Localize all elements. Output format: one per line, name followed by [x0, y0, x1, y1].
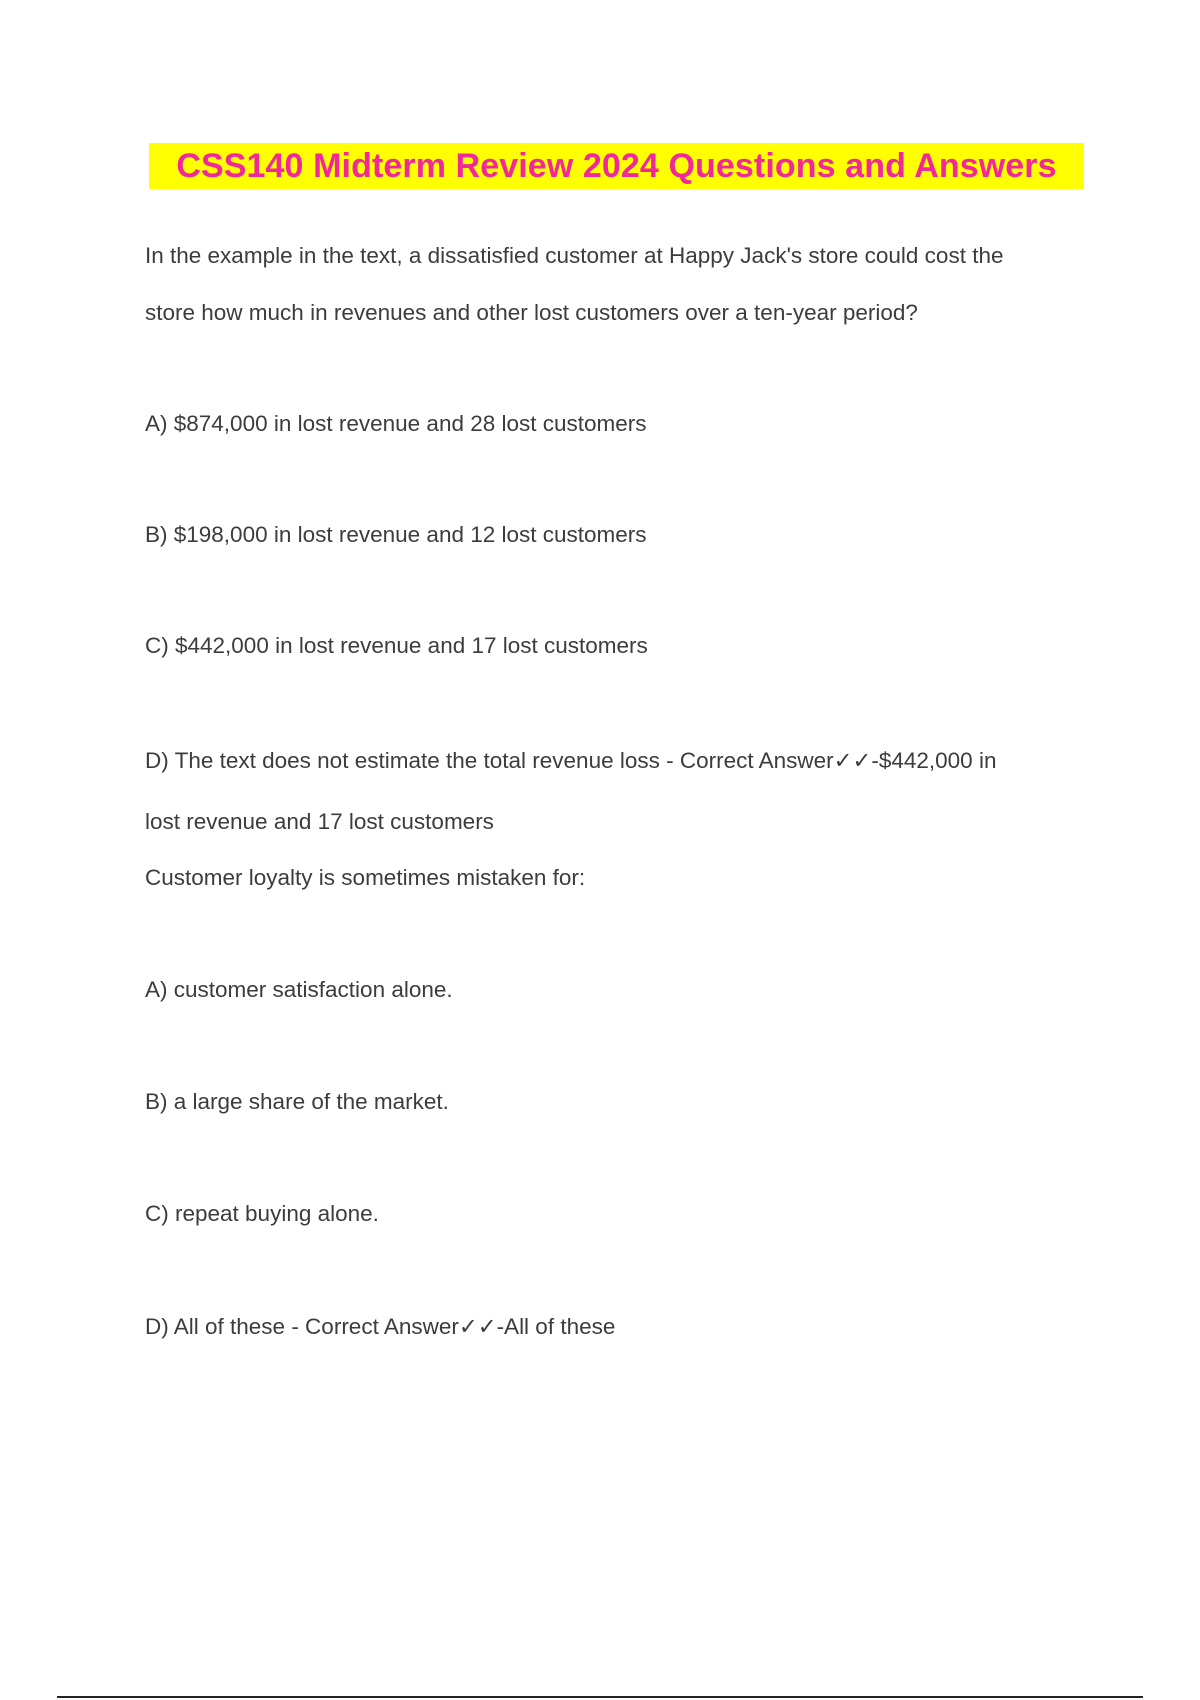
question-2-option-b: B) a large share of the market. [145, 1089, 449, 1114]
question-1-option-b: B) $198,000 in lost revenue and 12 lost customers [145, 522, 647, 547]
question-1-prompt-line-2: store how much in revenues and other lost customers over a ten-year period? [145, 300, 918, 325]
question-2-prompt: Customer loyalty is sometimes mistaken for: [145, 865, 586, 890]
footer-divider [57, 1696, 1143, 1698]
question-1-prompt-line-1: In the example in the text, a dissatisfied customer at Happy Jack's store could cost the [145, 243, 1004, 268]
question-2-option-a: A) customer satisfaction alone. [145, 977, 453, 1002]
question-1-option-d-line-2: lost revenue and 17 lost customers [145, 809, 494, 834]
question-2-option-c: C) repeat buying alone. [145, 1201, 379, 1226]
document-title: CSS140 Midterm Review 2024 Questions and Answers [149, 143, 1084, 189]
question-1-option-d-line-1: D) The text does not estimate the total revenue loss - Correct Answer✓✓-$442,000 in [145, 748, 997, 773]
question-2-option-d: D) All of these - Correct Answer✓✓-All of these [145, 1314, 616, 1339]
question-1-option-c: C) $442,000 in lost revenue and 17 lost customers [145, 633, 648, 658]
question-1-option-a: A) $874,000 in lost revenue and 28 lost customers [145, 411, 647, 436]
